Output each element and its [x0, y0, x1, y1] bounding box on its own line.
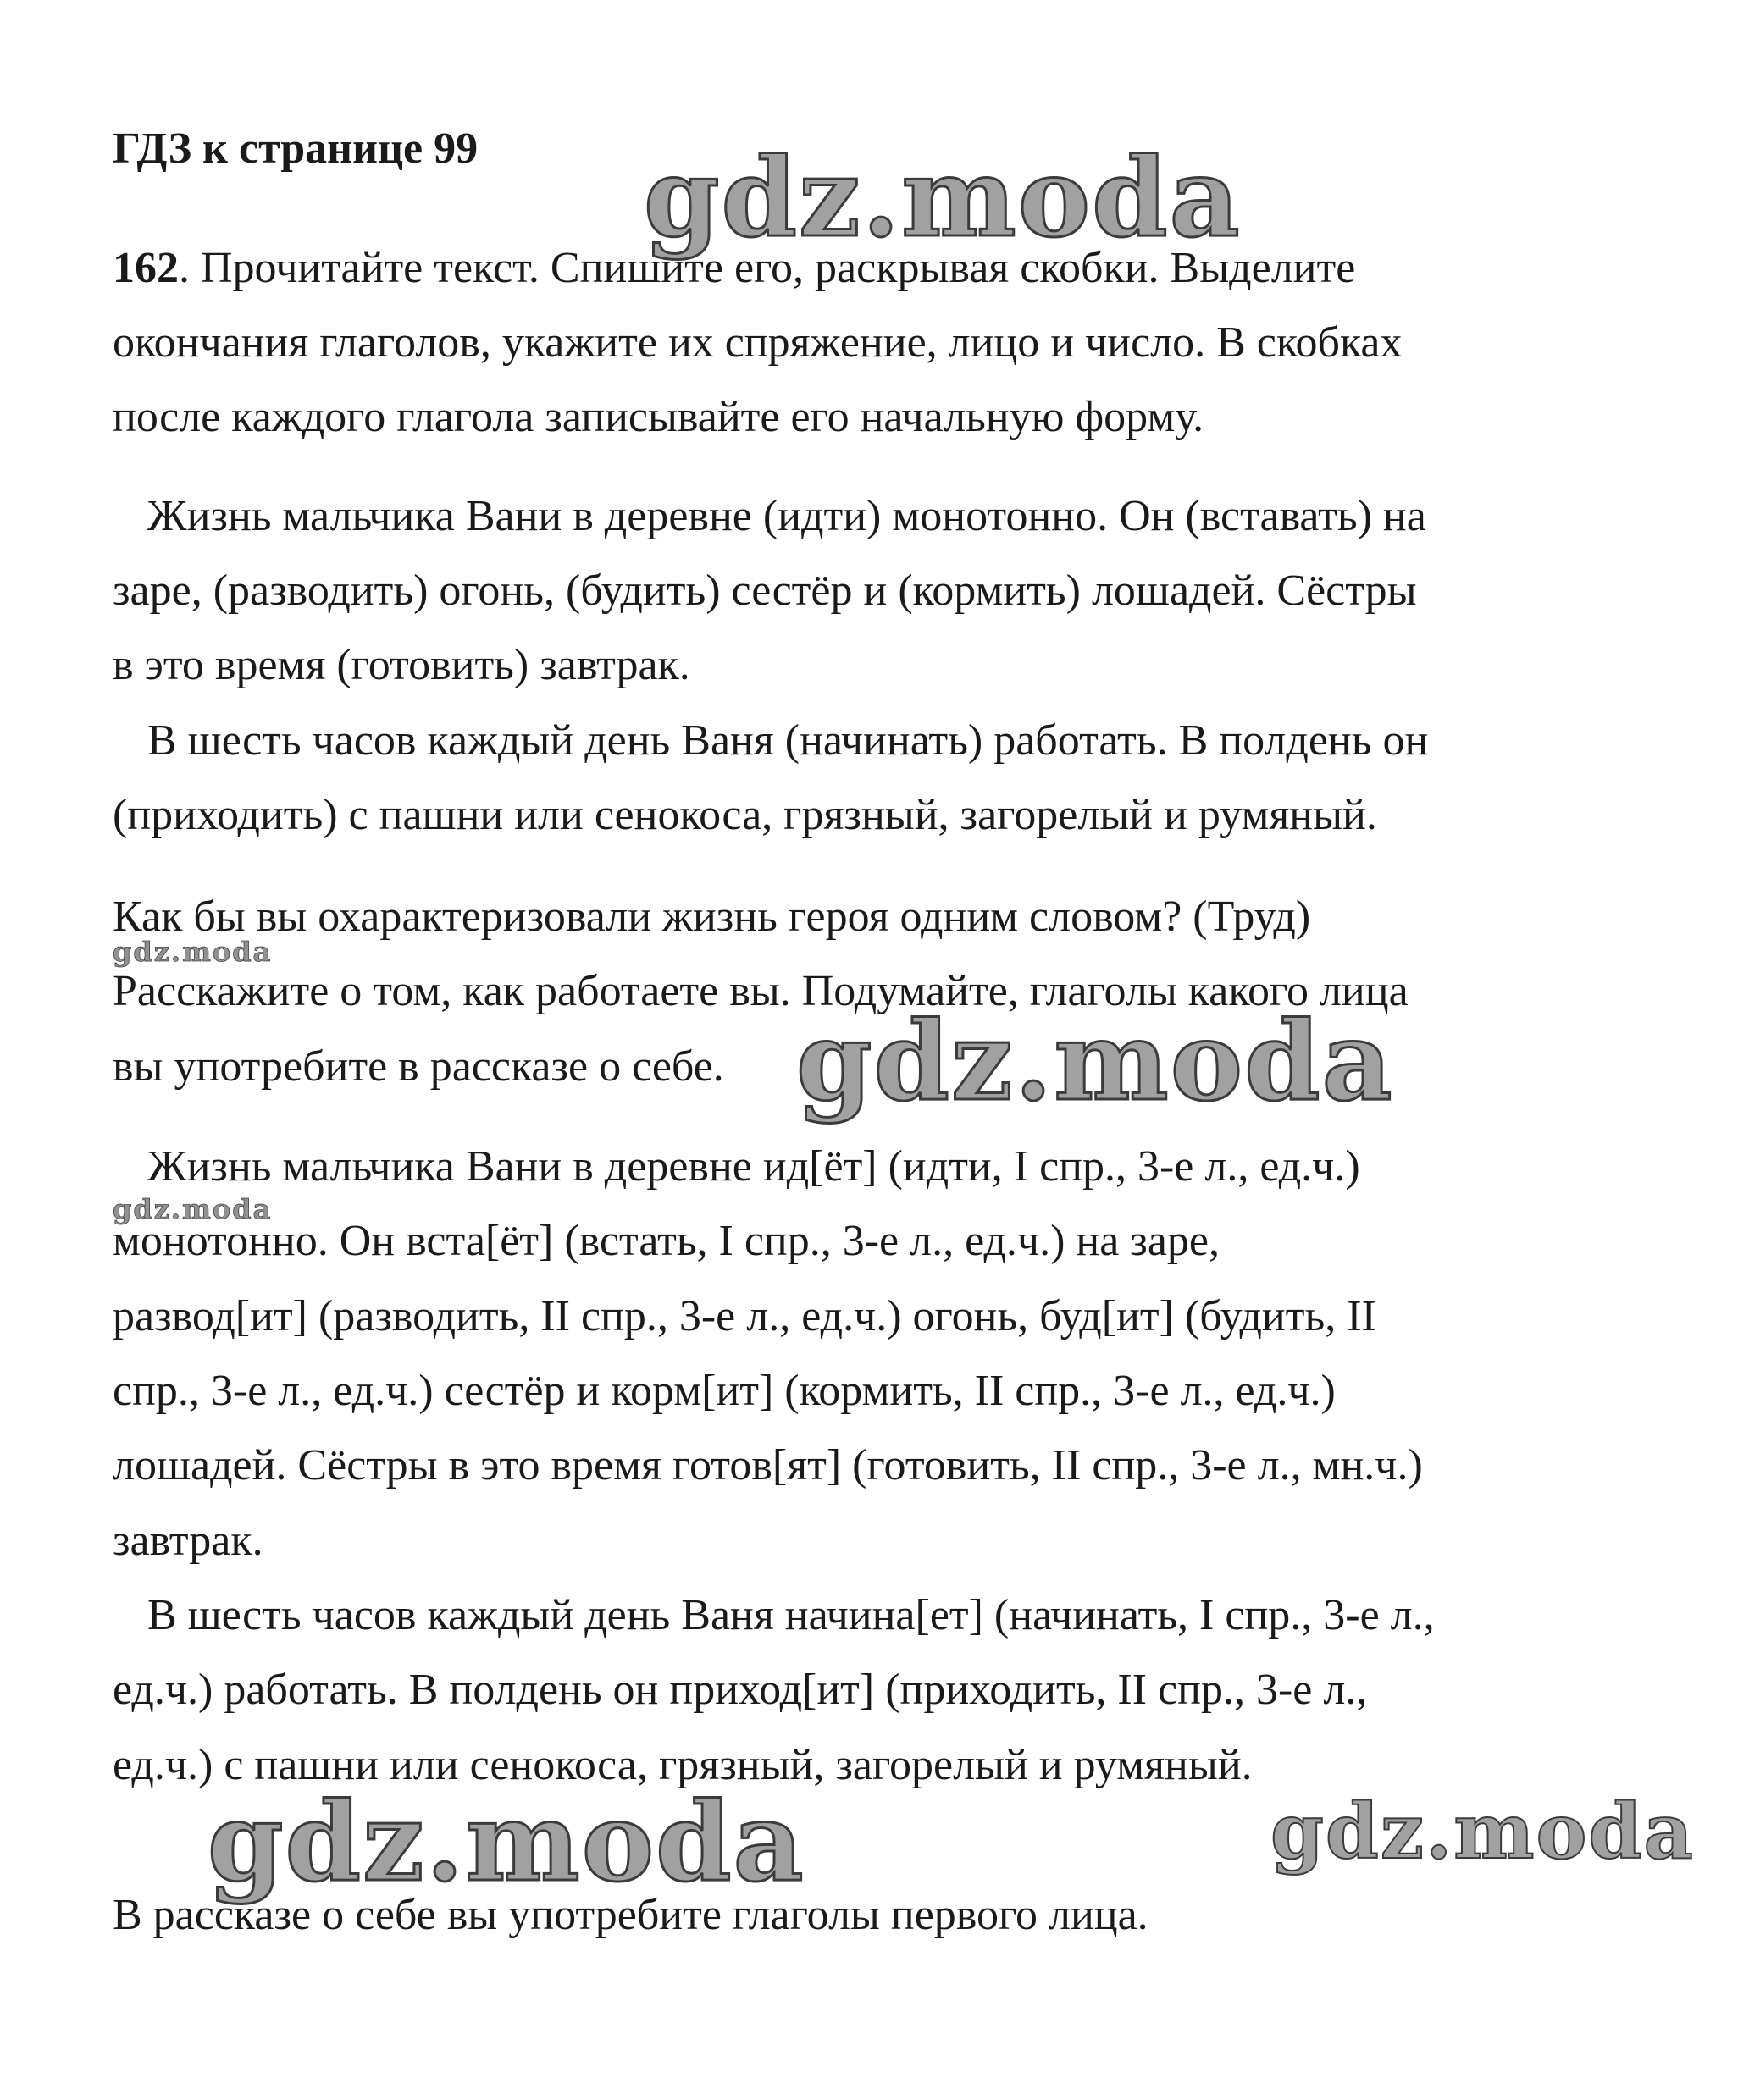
- answer-line: лошадей. Сёстры в это время готов[ят] (готовить, II спр., 3-е л., мн.ч.): [113, 1441, 1423, 1489]
- source-line: в это время (готовить) завтрак.: [113, 641, 690, 689]
- answer-line: ед.ч.) с пашни или сенокоса, грязный, загорелый и румяный.: [113, 1741, 1253, 1789]
- watermark-logo: gdz.moda: [113, 936, 273, 968]
- answer-line: завтрак.: [113, 1517, 263, 1565]
- page-heading: ГДЗ к странице 99: [113, 124, 479, 173]
- source-line: (приходить) с пашни или сенокоса, грязный, загорелый и румяный.: [113, 791, 1377, 839]
- source-line: В шесть часов каждый день Ваня (начинать) работать. В полдень он: [147, 716, 1429, 765]
- exercise-number: 162: [113, 244, 179, 292]
- question-line: Как бы вы охарактеризовали жизнь героя одним словом? (Труд): [113, 892, 1311, 941]
- question-line: Расскажите о том, как работаете вы. Подумайте, глаголы какого лица: [113, 967, 1409, 1015]
- question-line: вы употребите в рассказе о себе.: [113, 1042, 724, 1091]
- task-line-3: после каждого глагола записывайте его начальную форму.: [113, 393, 1204, 441]
- answer-conclusion: В рассказе о себе вы употребите глаголы первого лица.: [113, 1891, 1148, 1939]
- watermark-logo: gdz.moda: [1270, 1787, 1695, 1876]
- answer-line: развод[ит] (разводить, II спр., 3-е л., ед.ч.) огонь, буд[ит] (будить, II: [113, 1292, 1376, 1340]
- answer-line: монотонно. Он вста[ёт] (встать, I спр., 3-е л., ед.ч.) на заре,: [113, 1217, 1220, 1265]
- answer-line: Жизнь мальчика Вани в деревне ид[ёт] (идти, I спр., 3-е л., ед.ч.): [147, 1142, 1360, 1191]
- watermark-logo: gdz.moda: [113, 1193, 273, 1225]
- source-line: заре, (разводить) огонь, (будить) сестёр и (кормить) лошадей. Сёстры: [113, 566, 1417, 615]
- watermark-logo: gdz.moda: [644, 135, 1242, 262]
- task-line-1: 162. Прочитайте текст. Спишите его, раскрывая скобки. Выделите: [113, 244, 1356, 292]
- task-line-2: окончания глаголов, укажите их спряжение, лицо и число. В скобках: [113, 318, 1403, 367]
- answer-line: спр., 3-е л., ед.ч.) сестёр и корм[ит] (кормить, II спр., 3-е л., ед.ч.): [113, 1367, 1336, 1415]
- answer-line: В шесть часов каждый день Ваня начина[ет] (начинать, I спр., 3-е л.,: [147, 1591, 1435, 1639]
- source-line: Жизнь мальчика Вани в деревне (идти) монотонно. Он (вставать) на: [147, 492, 1426, 540]
- watermark-logo: gdz.moda: [796, 998, 1394, 1125]
- answer-line: ед.ч.) работать. В полдень он приход[ит] (приходить, II спр., 3-е л.,: [113, 1666, 1368, 1714]
- watermark-logo: gdz.moda: [208, 1779, 805, 1906]
